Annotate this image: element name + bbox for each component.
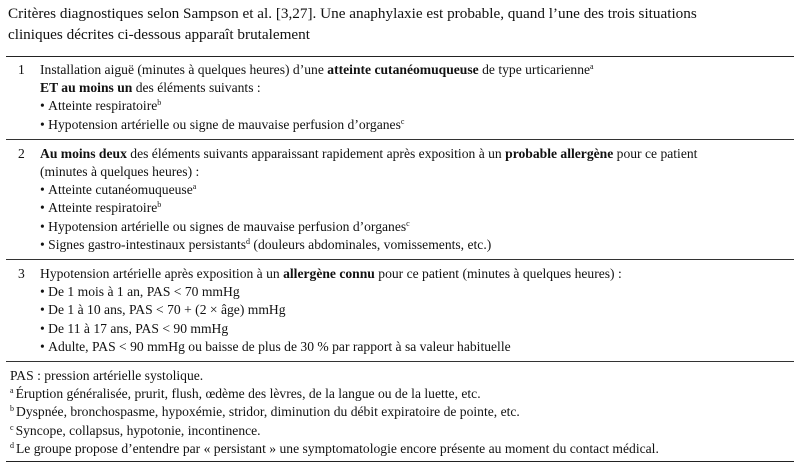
text: Atteinte respiratoire bbox=[48, 98, 158, 114]
text: Hypotension artérielle ou signes de mauvaise perfusion d’organes bbox=[48, 218, 407, 234]
footnote-item bbox=[10, 403, 794, 421]
caption-line: cliniques décrites ci-dessous apparaît brutalement bbox=[8, 26, 310, 43]
bullet-item bbox=[40, 116, 786, 134]
text: Atteinte cutanéomuqueuse bbox=[48, 182, 193, 198]
footnote-pas: PAS : pression artérielle systolique. bbox=[10, 368, 204, 384]
footnote-ref: c bbox=[400, 116, 405, 126]
text: des éléments suivants : bbox=[132, 80, 261, 96]
row-content bbox=[40, 145, 794, 254]
footnote-ref: a bbox=[590, 62, 594, 71]
emphasis: atteinte cutanéomuqueuse bbox=[327, 62, 479, 77]
text: pour ce patient bbox=[613, 145, 698, 161]
bullet-item: • De 11 à 17 ans, PAS < 90 mmHg bbox=[40, 320, 786, 338]
text: Hypotension artérielle après exposition à un bbox=[40, 266, 284, 282]
criteria-row-2 bbox=[6, 139, 794, 259]
footnote-ref: b bbox=[157, 98, 162, 108]
row-number: 2 bbox=[18, 145, 25, 161]
criteria-row-3 bbox=[6, 259, 794, 361]
row-subintro bbox=[40, 79, 786, 97]
bullet-item bbox=[40, 97, 786, 115]
row-intro bbox=[40, 61, 786, 79]
footnote-item bbox=[10, 385, 794, 403]
row-intro bbox=[40, 265, 786, 283]
bullet-item bbox=[40, 236, 786, 254]
table-caption bbox=[8, 3, 792, 45]
emphasis: allergène connu bbox=[283, 266, 375, 282]
footnote-item bbox=[10, 422, 794, 440]
row-content bbox=[40, 265, 794, 356]
footnote-marker: d bbox=[10, 440, 14, 450]
footnote-marker: b bbox=[10, 404, 14, 414]
row-content bbox=[40, 61, 794, 134]
table-footnotes bbox=[6, 361, 794, 461]
text: (douleurs abdominales, vomissements, etc.) bbox=[250, 236, 492, 252]
footnote-ref: b bbox=[157, 200, 162, 210]
bullet-item: • Adulte, PAS < 90 mmHg ou baisse de plus de 30 % par rapport à sa valeur habituelle bbox=[40, 338, 786, 356]
caption-line: Critères diagnostiques selon Sampson et al. [3,27]. Une anaphylaxie est probable, quand l’une des trois situations bbox=[8, 5, 697, 22]
text: Dyspnée, bronchospasme, hypoxémie, stridor, diminution du débit expiratoire de pointe, etc. bbox=[16, 404, 520, 420]
text: des éléments suivants apparaissant rapidement après exposition à un bbox=[126, 145, 506, 161]
text: de type urticarienne bbox=[478, 62, 591, 77]
footnote-ref: d bbox=[246, 236, 251, 246]
criteria-table bbox=[6, 56, 794, 462]
row-subintro: (minutes à quelques heures) : bbox=[40, 164, 200, 180]
emphasis: ET au moins un bbox=[40, 80, 133, 96]
footnote-ref: c bbox=[406, 218, 410, 228]
text: Installation aiguë (minutes à quelques heures) d’une bbox=[40, 62, 328, 77]
text: Syncope, collapsus, hypotonie, incontinence. bbox=[15, 422, 261, 438]
text: pour ce patient (minutes à quelques heures) : bbox=[374, 266, 622, 282]
emphasis: Au moins deux bbox=[40, 145, 127, 161]
text: Hypotension artérielle ou signe de mauvaise perfusion d’organes bbox=[48, 116, 401, 132]
bullet-item bbox=[40, 181, 786, 199]
bullet-item bbox=[40, 218, 786, 236]
text: Atteinte respiratoire bbox=[48, 200, 158, 216]
footnote-marker: c bbox=[10, 422, 14, 432]
bullet-item: • De 1 mois à 1 an, PAS < 70 mmHg bbox=[40, 283, 786, 301]
emphasis: probable allergène bbox=[505, 145, 614, 161]
footnote-marker: a bbox=[10, 386, 14, 396]
text: Éruption généralisée, prurit, flush, œdème des lèvres, de la langue ou de la luette, etc. bbox=[15, 386, 481, 402]
footnote-ref: a bbox=[192, 182, 197, 192]
text: Le groupe propose d’entendre par « persistant » une symptomatologie encore présente au moment du contact médical. bbox=[16, 440, 659, 456]
footnote-item bbox=[10, 440, 794, 458]
row-number: 3 bbox=[18, 266, 25, 282]
row-intro bbox=[40, 145, 786, 163]
text: Signes gastro-intestinaux persistants bbox=[48, 236, 247, 252]
criteria-row-1 bbox=[6, 57, 794, 139]
bullet-item bbox=[40, 199, 786, 217]
row-number: 1 bbox=[18, 62, 25, 77]
bullet-item: • De 1 à 10 ans, PAS < 70 + (2 × âge) mmHg bbox=[40, 301, 786, 319]
